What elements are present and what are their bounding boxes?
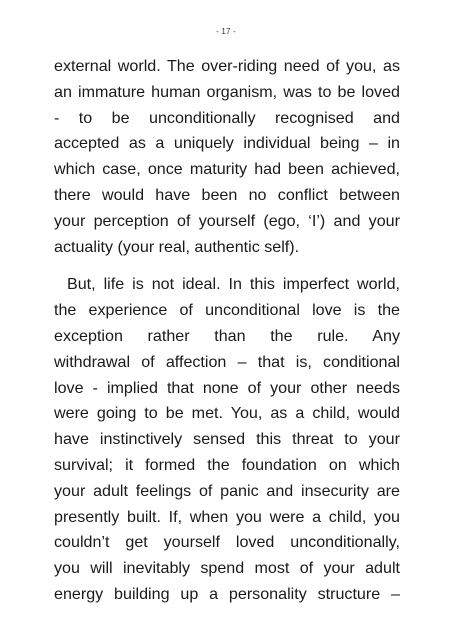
paragraph-spacer [54,260,400,272]
text-line: external world. The over-riding need of you, as [54,57,400,75]
text-line: your perception of yourself (ego, ‘I’) and your [54,211,400,230]
text-line: But, life is not ideal. In this imperfect world, [67,275,400,294]
text-line: presently built. If, when you were a child, you [54,507,400,526]
text-line: your adult feelings of panic and insecurity are [54,481,400,500]
text-line: you will inevitably spend most of your adult [54,559,400,578]
text-line: couldn’t get yourself loved unconditionally, [54,533,400,552]
text-line: love - implied that none of your other needs [54,378,400,397]
text-line: exception rather than the rule. Any [54,326,400,345]
text-line: actuality (your real, authentic self). [54,237,300,256]
page-number: - 17 - [216,27,236,36]
text-line: energy building up a personality structure – [54,584,400,603]
text-line: withdrawal of affection – that is, conditional [54,352,400,371]
text-line: have instinctively sensed this threat to your [54,430,400,449]
text-line: accepted as a uniquely individual being – in [54,134,400,153]
paragraph-1 [54,54,400,260]
text-line: the experience of unconditional love is the [54,301,400,320]
text-line: were going to be met. You, as a child, would [54,404,400,423]
text-line: - to be unconditionally recognised and [54,108,400,127]
text-line: survival; it formed the foundation on which [54,455,400,474]
paragraph-2 [54,272,400,607]
body-text [54,54,400,608]
text-line: which case, once maturity had been achieved, [54,160,400,179]
text-line: there would have been no conflict between [54,185,400,204]
text-line: an immature human organism, was to be loved [54,82,400,101]
